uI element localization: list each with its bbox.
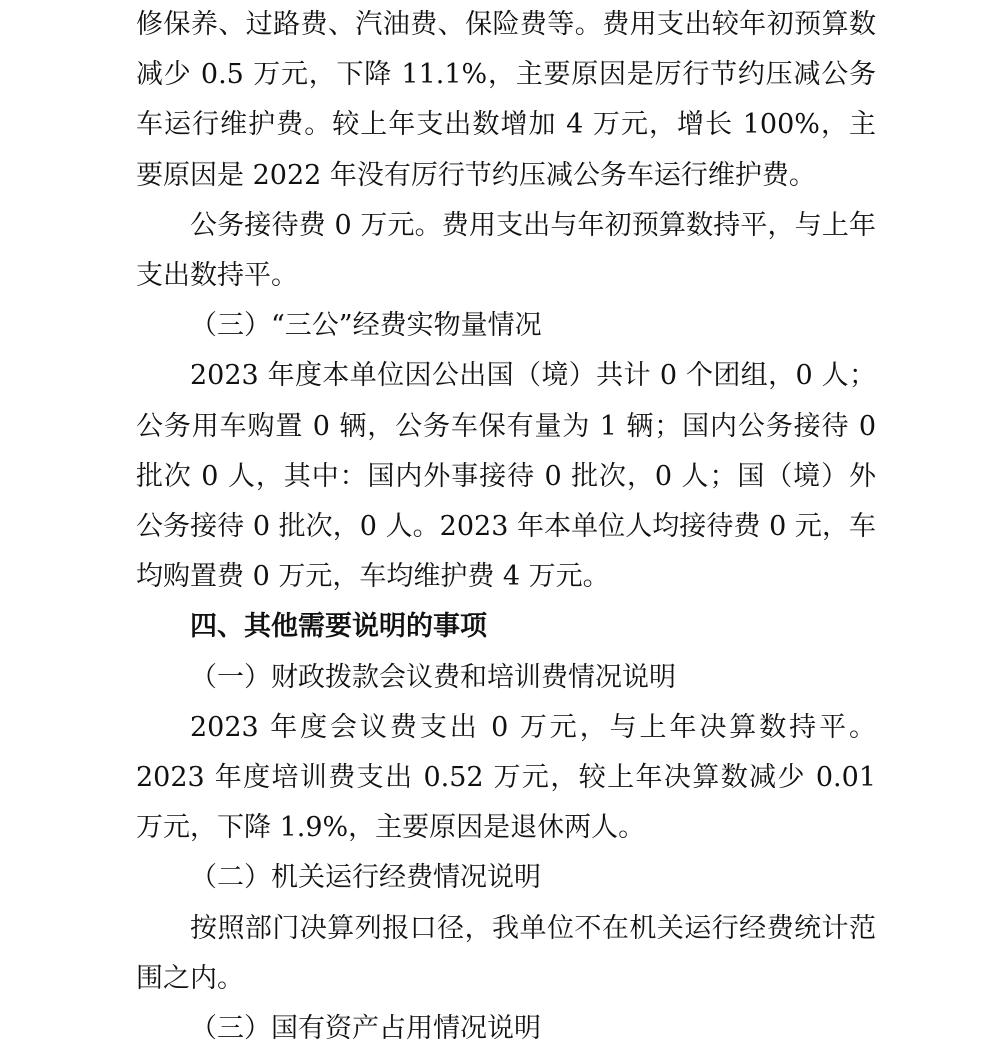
paragraph-vehicle-maintenance: 修保养、过路费、汽油费、保险费等。费用支出较年初预算数减少 0.5 万元，下降 11.1%，主要原因是厉行节约压减公务车运行维护费。较上年支出数增加 4 万元，增长 100%，主要原因是 2022 年没有厉行节约压减公务车运行维护费。 [136,9,876,191]
paragraph-reception-expense: 公务接待费 0 万元。费用支出与年初预算数持平，与上年支出数持平。 [136,209,876,292]
subheading-operating-expense: （二）机关运行经费情况说明 [190,862,541,894]
paragraph-meeting-training: 2023 年度会议费支出 0 万元，与上年决算数持平。2023 年度培训费支出 0.52 万元，较上年决算数减少 0.01 万元，下降 1.9%，主要原因是退休两人。 [136,711,876,844]
subheading-meeting-training: （一）财政拨款会议费和培训费情况说明 [190,661,676,693]
heading-other-matters: 四、其他需要说明的事项 [190,611,487,643]
subheading-three-public-quantity: （三）“三公”经费实物量情况 [190,310,542,342]
subheading-state-assets: （三）国有资产占用情况说明 [190,1013,541,1045]
document-body [136,0,876,1054]
paragraph-operating-expense: 按照部门决算列报口径，我单位不在机关运行经费统计范围之内。 [136,912,876,994]
paragraph-three-public-quantity: 2023 年度本单位因公出国（境）共计 0 个团组，0 人；公务用车购置 0 辆，公务车保有量为 1 辆；国内公务接待 0 批次 0 人，其中：国内外事接待 0 批次，0 人；国（境）外公务接待 0 批次，0 人。2023 年本单位人均接待费 0 元，车均购置费 0 万元，车均维护费 4 万元。 [136,360,876,593]
